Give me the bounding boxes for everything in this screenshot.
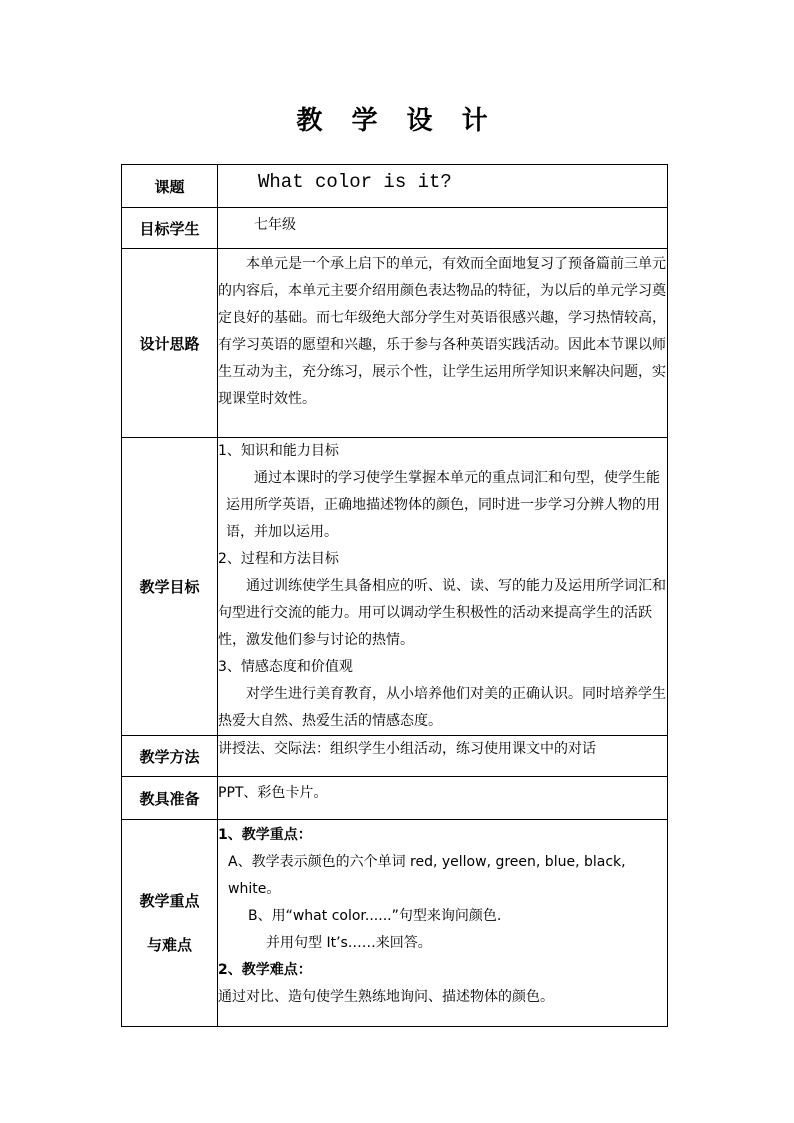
row-key: [122, 820, 668, 1027]
goals-heading-2: 2、过程和方法目标: [218, 551, 339, 567]
key-point-a: A、教学表示颜色的六个单词 red, yellow, green, blue, black, white。: [228, 854, 626, 897]
goals-label: 教学目标: [122, 438, 218, 736]
students-value: 七年级: [254, 217, 296, 233]
row-tools: [122, 777, 668, 820]
key-point-c: 并用句型 It’s……来回答。: [266, 935, 432, 951]
tools-value: PPT、彩色卡片。: [218, 785, 328, 801]
tools-label: 教具准备: [122, 777, 218, 820]
row-thinking: [122, 249, 668, 438]
topic-value: What color is it?: [258, 171, 452, 193]
students-label: 目标学生: [122, 208, 218, 249]
row-goals: [122, 438, 668, 736]
row-topic: [122, 165, 668, 208]
goals-heading-1: 1、知识和能力目标: [218, 443, 339, 459]
goals-text-2: 通过训练使学生具备相应的听、说、读、写的能力及运用所学词汇和句型进行交流的能力。用可以调动学生积极性的活动来提高学生的活跃性，激发他们参与讨论的热情。: [218, 578, 666, 648]
key-label-line2: 与难点: [146, 936, 192, 954]
key-difficulty: 通过对比、造句使学生熟练地询问、描述物体的颜色。: [218, 989, 554, 1005]
goals-text-1: 通过本课时的学习使学生掌握本单元的重点词汇和句型，使学生能运用所学英语，正确地描述物体的颜色，同时进一步学习分辨人物的用语，并加以运用。: [226, 470, 660, 540]
lesson-plan-table: [121, 164, 668, 1027]
thinking-text: 本单元是一个承上启下的单元，有效而全面地复习了预备篇前三单元的内容后，本单元主要介绍用颜色表达物品的特征，为以后的单元学习奠定良好的基础。而七年级绝大部分学生对英语很感兴趣，学习热情较高，有学习英语的愿望和兴趣，乐于参与各种英语实践活动。因此本节课以师生互动为主，充分练习，展示个性，让学生运用所学知识来解决问题，实现课堂时效性。: [218, 256, 666, 407]
row-method: [122, 736, 668, 777]
method-label: 教学方法: [122, 736, 218, 777]
document-title: 教 学 设 计: [296, 106, 498, 136]
thinking-label: 设计思路: [122, 249, 218, 438]
key-point-b: B、用“what color......”句型来询问颜色.: [248, 908, 502, 924]
goals-heading-3: 3、情感态度和价值观: [218, 659, 353, 675]
method-value: 讲授法、交际法：组织学生小组活动，练习使用课文中的对话: [218, 741, 596, 757]
key-heading-1: 1、教学重点：: [218, 827, 312, 843]
topic-label: 课题: [122, 165, 218, 208]
goals-text-3: 对学生进行美育教育，从小培养他们对美的正确认识。同时培养学生热爱大自然、热爱生活的情感态度。: [218, 686, 666, 729]
key-heading-2: 2、教学难点：: [218, 962, 312, 978]
row-students: [122, 208, 668, 249]
key-label-line1: 教学重点: [139, 892, 200, 910]
